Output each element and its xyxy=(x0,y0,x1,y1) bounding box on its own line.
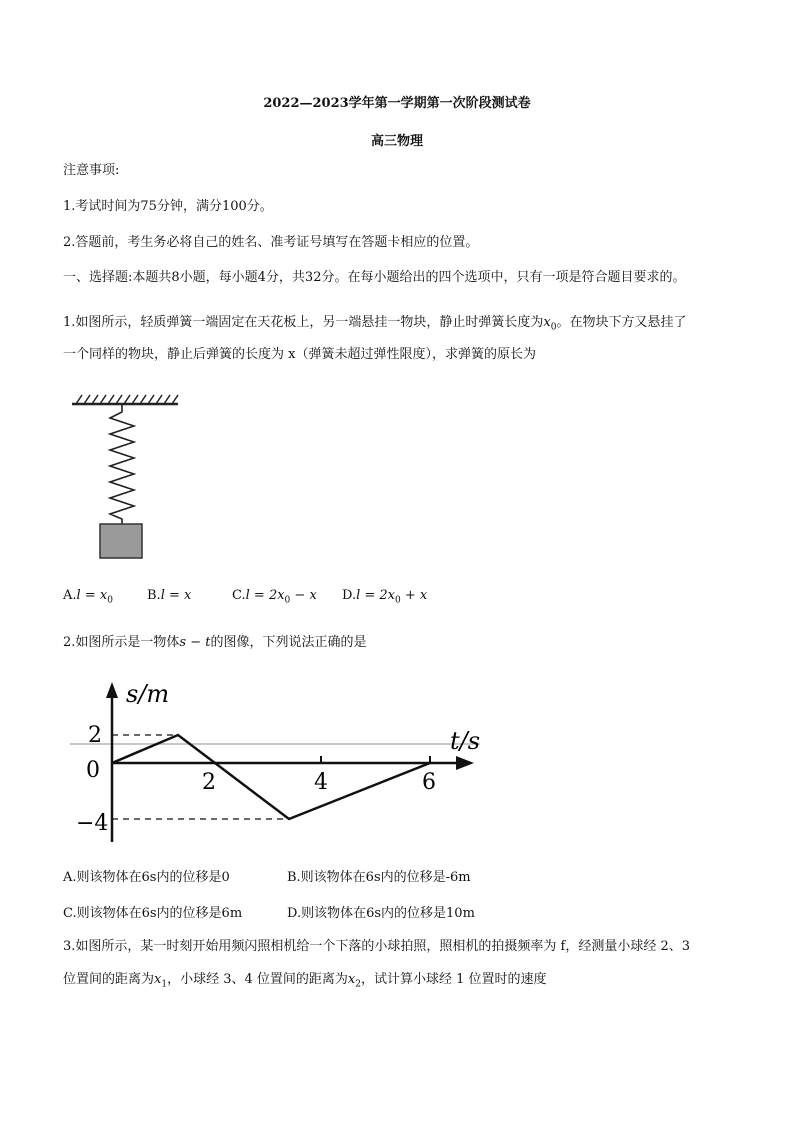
s-t-graph xyxy=(70,672,480,852)
note-item-1: 1.考试时间为75分钟，满分100分。 xyxy=(63,199,273,214)
question-1-line-2: 一个同样的物块，静止后弹簧的长度为 x（弹簧未超过弹性限度），求弹簧的原长为 xyxy=(63,347,536,362)
s-axis-arrow xyxy=(106,682,118,698)
hanging-block xyxy=(100,524,142,558)
q2-option-d[interactable]: D.则该物体在6s内的位移是10m xyxy=(287,906,475,921)
q2-option-c[interactable]: C.则该物体在6s内的位移是6m xyxy=(63,906,243,921)
exam-subject: 高三物理 xyxy=(370,134,423,149)
notes-heading: 注意事项: xyxy=(63,163,120,178)
spring-figure xyxy=(66,392,184,564)
ceiling-hatch xyxy=(76,395,178,404)
q1-option-c[interactable]: $C.l = 2x_0 - x$ xyxy=(232,588,317,606)
tick-label-s-minus-4: −4 xyxy=(76,811,109,836)
s-t-curve xyxy=(112,735,430,819)
q2-option-a[interactable]: A.则该物体在6s内的位移是0 xyxy=(63,870,230,885)
q1-option-d[interactable]: $D.l = 2x_0 + x$ xyxy=(342,588,428,606)
spring-coil xyxy=(110,404,134,524)
question-1-line-1: 1.如图所示，轻质弹簧一端固定在天花板上，另一端悬挂一物块，静止时弹簧长度为$x_0$。在物块下方又悬挂了 xyxy=(63,315,687,333)
exam-title: 2022—2023学年第一学期第一次阶段测试卷 xyxy=(263,96,531,111)
question-3-line-1: 3.如图所示，某一时刻开始用频闪照相机给一个下落的小球拍照，照相机的拍摄频率为 f，经测量小球经 2、3 xyxy=(63,939,691,954)
tick-label-s-2: 2 xyxy=(88,723,102,748)
t-axis-label: t/s xyxy=(450,727,480,755)
q1-option-a[interactable]: $A.l = x_0$ xyxy=(63,588,113,606)
s-axis-label: s/m xyxy=(126,680,170,708)
tick-label-t-4: 4 xyxy=(314,770,328,795)
q2-option-b[interactable]: B.则该物体在6s内的位移是-6m xyxy=(287,870,471,885)
tick-label-origin: 0 xyxy=(86,758,100,783)
tick-label-t-2: 2 xyxy=(202,770,216,795)
q1-option-b[interactable]: B.l = x xyxy=(147,588,192,603)
section-1-heading: 一、选择题:本题共8小题，每小题4分，共32分。在每小题给出的四个选项中，只有一项是符合题目要求的。 xyxy=(63,270,686,285)
t-axis-arrow xyxy=(456,756,474,770)
question-2-text: 2.如图所示是一物体s − t的图像，下列说法正确的是 xyxy=(63,635,367,650)
note-item-2: 2.答题前，考生务必将自己的姓名、准考证号填写在答题卡相应的位置。 xyxy=(63,235,479,250)
tick-label-t-6: 6 xyxy=(422,770,436,795)
question-3-line-2: 位置间的距离为$x_1$，小球经 3、4 位置间的距离为$x_2$，试计算小球经 1 位置时的速度 xyxy=(63,972,547,990)
